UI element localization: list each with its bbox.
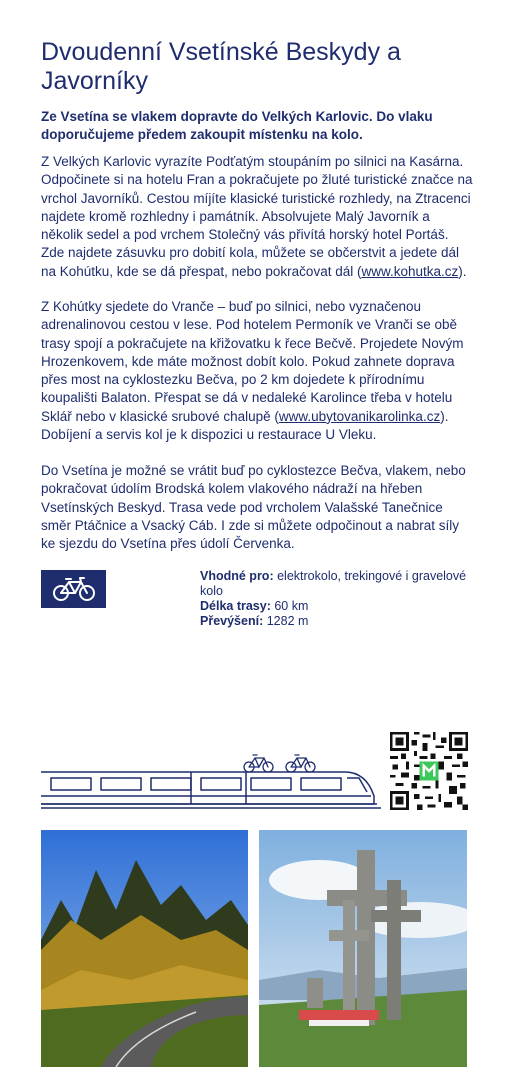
info-value: 1282 m xyxy=(266,614,309,628)
info-label: Délka trasy: xyxy=(200,599,271,613)
route-paragraph-3: Do Vsetína je možné se vrátit buď po cyklostezce Bečva, vlakem, nebo pokračovat údolím Brodská kolem vlakového nádraží na hřeben Vsetínských Beskyd. Trasa vede pod vrcholem Valašské Tanečnice směr Ptáčnice a Vsacký Cáb. I zde si můžete odpočinout a nabrat síly ke sjezdu do Vsetína přes údolí Červenka. xyxy=(41,463,466,552)
info-value: elektrokolo, trekingové i gravelové kolo xyxy=(200,569,467,598)
info-length xyxy=(200,599,470,614)
paragraph-text: Z Velkých Karlovic vyrazíte Podťatým stoupáním po silnici na Kasárna. Odpočinete si na hotelu Fran a pokračujete po žluté turistické značce na vrchol Javorníků. Cestou míjíte klasické turistické rozhledy, na Ztracenci najdete kromě rozhledny i památník. Absolvujete Malý Javorník a několik sedel a pod vrchem Stolečný vás přivítá horský hotel Portáš. Zde najdete zásuvku pro dobití kola, můžete se občerstvit a jedete dál na Kohútku, kde se dá přespat, nebo pokračovat dál ( xyxy=(41,154,473,279)
bike-badge xyxy=(41,570,106,608)
link-ubytovani-karolinka[interactable]: www.ubytovanikarolinka.cz xyxy=(278,408,441,424)
link-kohutka[interactable]: www.kohutka.cz xyxy=(361,263,459,279)
bicycle-icon xyxy=(286,755,315,772)
info-value: 60 km xyxy=(274,599,309,613)
roof-bicycles xyxy=(243,752,323,774)
paragraph-text: Z Kohútky sjedete do Vranče – buď po silnici, nebo vyznačenou adrenalinovou cestou v lese. Pod hotelem Permoník ve Vranči se obě trasy spojí a pokračujete na křižovatku k řece Bečvě. Projedete Novým Hrozenkovem, kde máte možnost dobít kolo. Pokud zahnete doprava přes most na cyklostezku Bečva, po 2 km dojedete k přírodnímu koupališti Balaton. Přespat se dá v nedaleké Karolince třeba v hotelu Sklář nebo v klasické srubové chalupě ( xyxy=(41,299,464,424)
info-suitable xyxy=(200,569,470,599)
train-icon xyxy=(41,752,381,812)
bicycle-icon xyxy=(51,576,97,602)
route-paragraph-1 xyxy=(41,153,473,281)
bicycle-icon xyxy=(244,755,273,772)
route-info xyxy=(200,569,470,629)
route-paragraph-2 xyxy=(41,298,473,444)
crosses-monument-photo xyxy=(259,830,467,1067)
info-elevation xyxy=(200,614,470,629)
page-title: Dvoudenní Vsetínské Beskydy a Javorníky xyxy=(41,38,401,95)
paragraph-text-end: ). xyxy=(458,263,467,279)
info-label: Vhodné pro: xyxy=(200,569,274,583)
lead-paragraph: Ze Vsetína se vlakem dopravte do Velkých Karlovic. Do vlaku doporučujeme předem zakoupit místenku na kolo. xyxy=(41,109,433,142)
info-label: Převýšení: xyxy=(200,614,264,628)
qr-code-icon[interactable] xyxy=(390,732,468,810)
paragraph-text-end: ). Dobíjení a servis kol je k dispozici u restaurace U Vleku. xyxy=(41,408,449,443)
forest-road-photo xyxy=(41,830,248,1067)
